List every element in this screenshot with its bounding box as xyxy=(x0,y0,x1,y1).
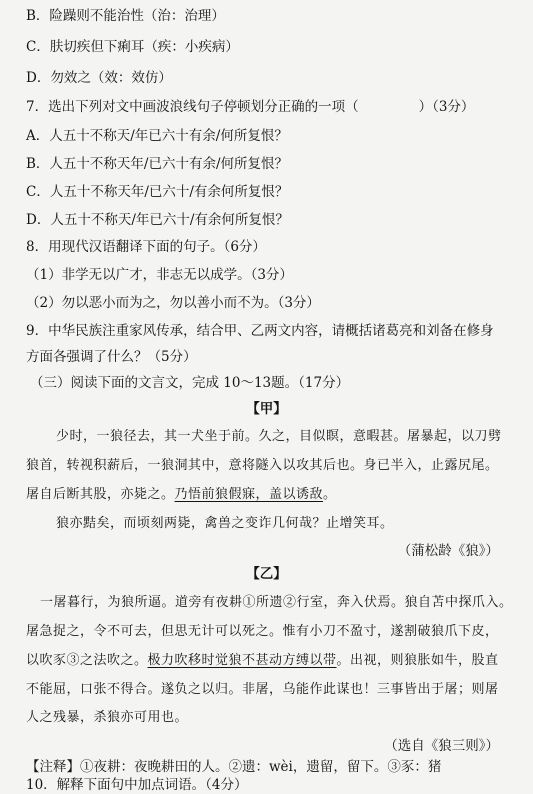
question-8-sentence-2: （2）勿以恶小而为之，勿以善小而不为。（3分） xyxy=(26,295,320,311)
passage-yi-line-4: 不能屈，口张不得合。遂负之以归。非屠，乌能作此谋也！三事皆出于屠；则屠 xyxy=(26,682,499,697)
passage-jia-line-3: 屠自后断其股，亦毙之。乃悟前狼假寐，盖以诱敌。 xyxy=(26,487,337,502)
passage-jia-line-2: 狼首，转视积薪后，一狼洞其中，意将隧入以攻其后也。身已半入，止露尻尾。 xyxy=(26,458,499,473)
passage-yi-source: （选自《狼三则》） xyxy=(384,738,499,754)
question-10-stem: 10．解释下面句中加点词语。（4分） xyxy=(26,777,248,793)
passage-jia-line-1: 少时，一狼径去，其一犬坐于前。久之，目似瞑，意暇甚。屠暴起，以刀劈 xyxy=(56,429,502,444)
passage-jia-title: 【甲】 xyxy=(246,401,287,417)
option-c: C．肤切疾但下痢耳（疾：小疾病） xyxy=(26,39,239,55)
annotations: 【注释】①夜耕：夜晚耕田的人。②遗：wèi，遗留，留下。③豕：猪 xyxy=(26,759,442,775)
question-7-option-c: C．人五十不称天年/已六十/有余何所复恨？ xyxy=(26,184,289,200)
question-7-option-d: D．人五十不称天/年已六十/有余何所复恨？ xyxy=(26,212,289,228)
passage-jia-line-4: 狼亦黠矣，而顷刻两毙，禽兽之变诈几何哉？止增笑耳。 xyxy=(56,516,394,531)
question-8-sentence-1: （1）非学无以广才，非志无以成学。（3分） xyxy=(26,267,293,283)
question-7-option-b: B．人五十不称天年/已六十有余/何所复恨？ xyxy=(26,156,289,172)
question-8-stem: 8．用现代汉语翻译下面的句子。（6分） xyxy=(26,239,266,255)
question-9-line-2: 方面各强调了什么？（5分） xyxy=(26,349,197,365)
section-3-heading: （三）阅读下面的文言文，完成 10～13题。（17分） xyxy=(30,375,350,391)
question-9-line-1: 9．中华民族注重家风传承，结合甲、乙两文内容，请概括诸葛亮和刘备在修身 xyxy=(26,323,494,339)
question-7-stem: 7．选出下列对文中画波浪线句子停顿划分正确的一项（ ）（3分） xyxy=(26,99,475,115)
passage-yi-line-1: 一屠暮行，为狼所逼。道旁有夜耕①所遗②行室，奔入伏焉。狼自苫中探爪入。 xyxy=(40,595,513,610)
underlined-sentence-yi: 极力吹移时觉狼不甚动方缚以带 xyxy=(147,653,337,668)
passage-yi-title: 【乙】 xyxy=(246,566,287,582)
underlined-sentence-jia: 乃悟前狼假寐，盖以诱敌 xyxy=(174,487,324,502)
question-7-option-a: A．人五十不称天/年已六十有余/何所复恨？ xyxy=(26,128,288,144)
passage-yi-line-5: 人之残暴，杀狼亦可用也。 xyxy=(26,710,189,725)
option-d: D．勿效之（效：效仿） xyxy=(26,70,172,86)
passage-jia-source: （蒲松龄《狼》） xyxy=(397,543,499,559)
passage-yi-line-3: 以吹豕③之法吹之。极力吹移时觉狼不甚动方缚以带。出视，则狼胀如牛，股直 xyxy=(26,653,499,668)
option-b: B．险躁则不能治性（治：治理） xyxy=(26,8,225,24)
passage-yi-line-2: 屠急捉之，令不可去，但思无计可以死之。惟有小刀不盈寸，遂割破狼爪下皮， xyxy=(26,624,499,639)
